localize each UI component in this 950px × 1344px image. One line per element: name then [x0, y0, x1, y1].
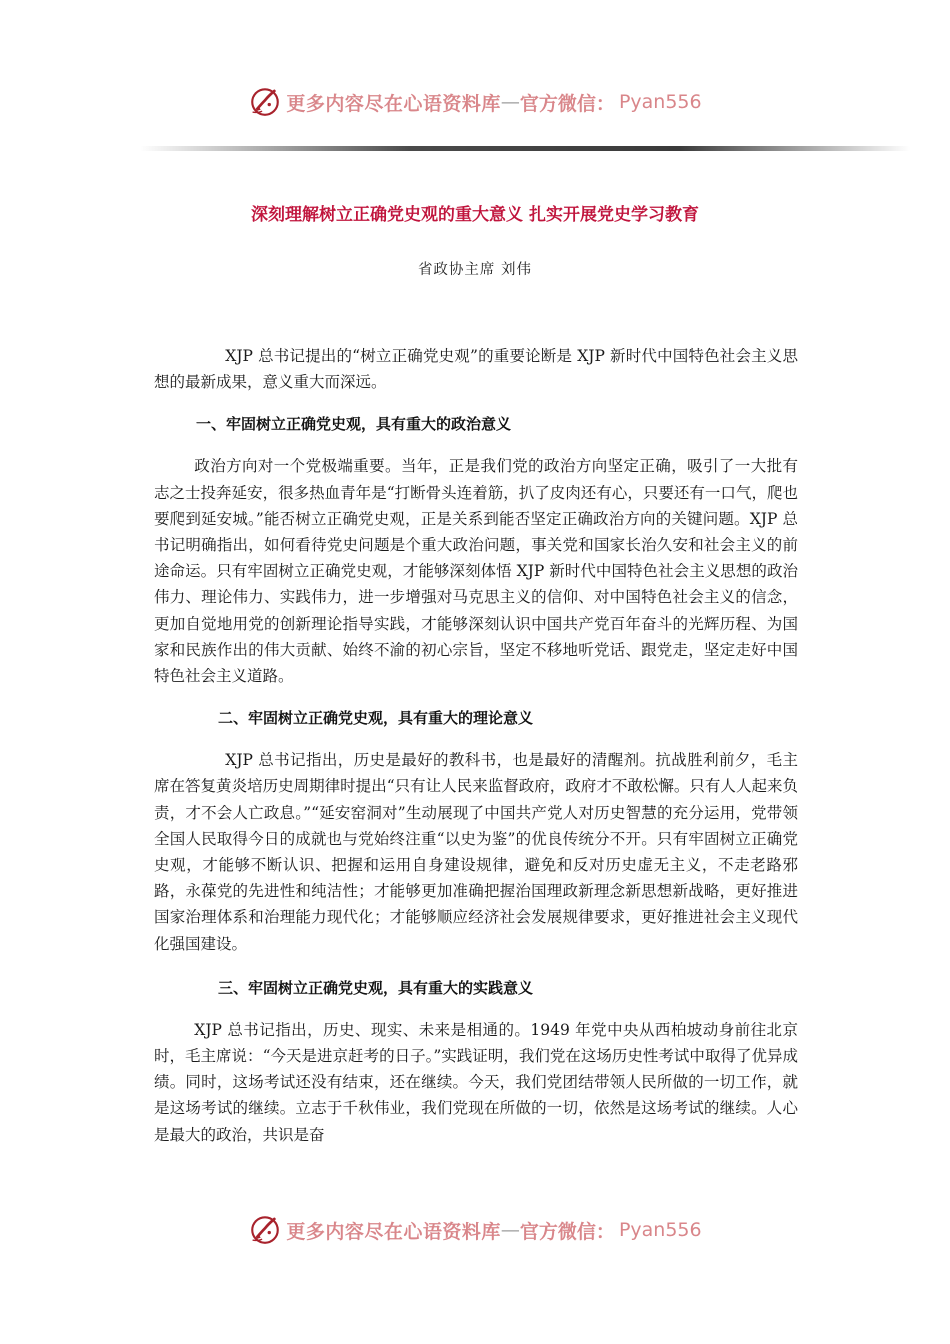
header-divider — [140, 146, 910, 151]
section-heading-2: 二、牢固树立正确党史观，具有重大的理论意义 — [218, 709, 534, 728]
article-author: 省政协主席 刘伟 — [417, 262, 533, 278]
section-paragraph-1: 政治方向对一个党极端重要。当年，正是我们党的政治方向坚定正确，吸引了一大批有志之士投奔延安，很多热血青年是“打断骨头连着筋，扒了皮肉还有心，只要还有一口气，爬也要爬到延安城。”能否树立正确党史观，正是关系到能否坚定正确政治方向的关键问题。XJP 总书记明确指出，如何看待党史问题是个重大政治问题，事关党和国家长治久安和社会主义的前途命运。只有牢固树立正确党史观，才能够深刻体悟 XJP 新时代中国特色社会主义思想的政治伟力、理论伟力、实践伟力，进一步增强对马克思主义的信仰、对中国特色社会主义的信念，更加自觉地用党的创新理论指导实践，才能够深刻认识中国共产党百年奋斗的光辉历程、为国家和民族作出的伟大贡献、始终不渝的初心宗旨，坚定不移地听党话、跟党走，坚定走好中国特色社会主义道路。 — [154, 457, 798, 686]
header-banner — [0, 82, 950, 122]
section-heading-1: 一、牢固树立正确党史观，具有重大的政治意义 — [196, 415, 512, 434]
section-paragraph-2: XJP 总书记指出，历史是最好的教科书，也是最好的清醒剂。抗战胜利前夕，毛主席在答复黄炎培历史周期律时提出“只有让人民来监督政府，政府才不敢松懈。只有人人起来负责，才不会人亡政息。”“延安窑洞对”生动展现了中国共产党人对历史智慧的充分运用，党带领全国人民取得今日的成就也与党始终注重“以史为鉴”的优良传统分不开。只有牢固树立正确党史观，才能够不断认识、把握和运用自身建设规律，避免和反对历史虚无主义，不走老路邪路，永葆党的先进性和纯洁性；才能够更加准确把握治国理政新理念新思想新战略，更好推进国家治理体系和治理能力现代化；才能够顺应经济社会发展规律要求，更好推进社会主义现代化强国建设。 — [154, 751, 798, 953]
footer-banner — [0, 1210, 950, 1250]
article-title: 深刻理解树立正确党史观的重大意义 扎实开展党史学习教育 — [251, 205, 699, 225]
banner-wechat-id: Pyan556 — [618, 91, 702, 113]
banner-dash: — — [500, 91, 520, 113]
banner-wechat-label: 官方微信： — [519, 1220, 615, 1243]
section-heading-3: 三、牢固树立正确党史观，具有重大的实践意义 — [218, 978, 534, 997]
banner-dash: — — [500, 1219, 520, 1241]
article-body — [154, 343, 798, 1148]
pen-logo-icon — [248, 1213, 282, 1247]
section-paragraph-3: XJP 总书记指出，历史、现实、未来是相通的。1949 年党中央从西柏坡动身前往北京时，毛主席说：“今天是进京赶考的日子。”实践证明，我们党在这场历史性考试中取得了优异成绩。同时，这场考试还没有结束，还在继续。今天，我们党团结带领人民所做的一切工作，就是这场考试的继续。立志于千秋伟业，我们党现在所做的一切，依然是这场考试的继续。人心是最大的政治，共识是奋 — [154, 1020, 798, 1144]
intro-paragraph: XJP 总书记提出的“树立正确党史观”的重要论断是 XJP 新时代中国特色社会主义思想的最新成果，意义重大而深远。 — [154, 347, 798, 392]
banner-wechat-label: 官方微信： — [519, 92, 615, 115]
banner-text: 更多内容尽在心语资料库 — [286, 92, 501, 115]
banner-wechat-id: Pyan556 — [618, 1219, 702, 1241]
banner-text: 更多内容尽在心语资料库 — [286, 1220, 501, 1243]
pen-logo-icon — [248, 85, 282, 119]
